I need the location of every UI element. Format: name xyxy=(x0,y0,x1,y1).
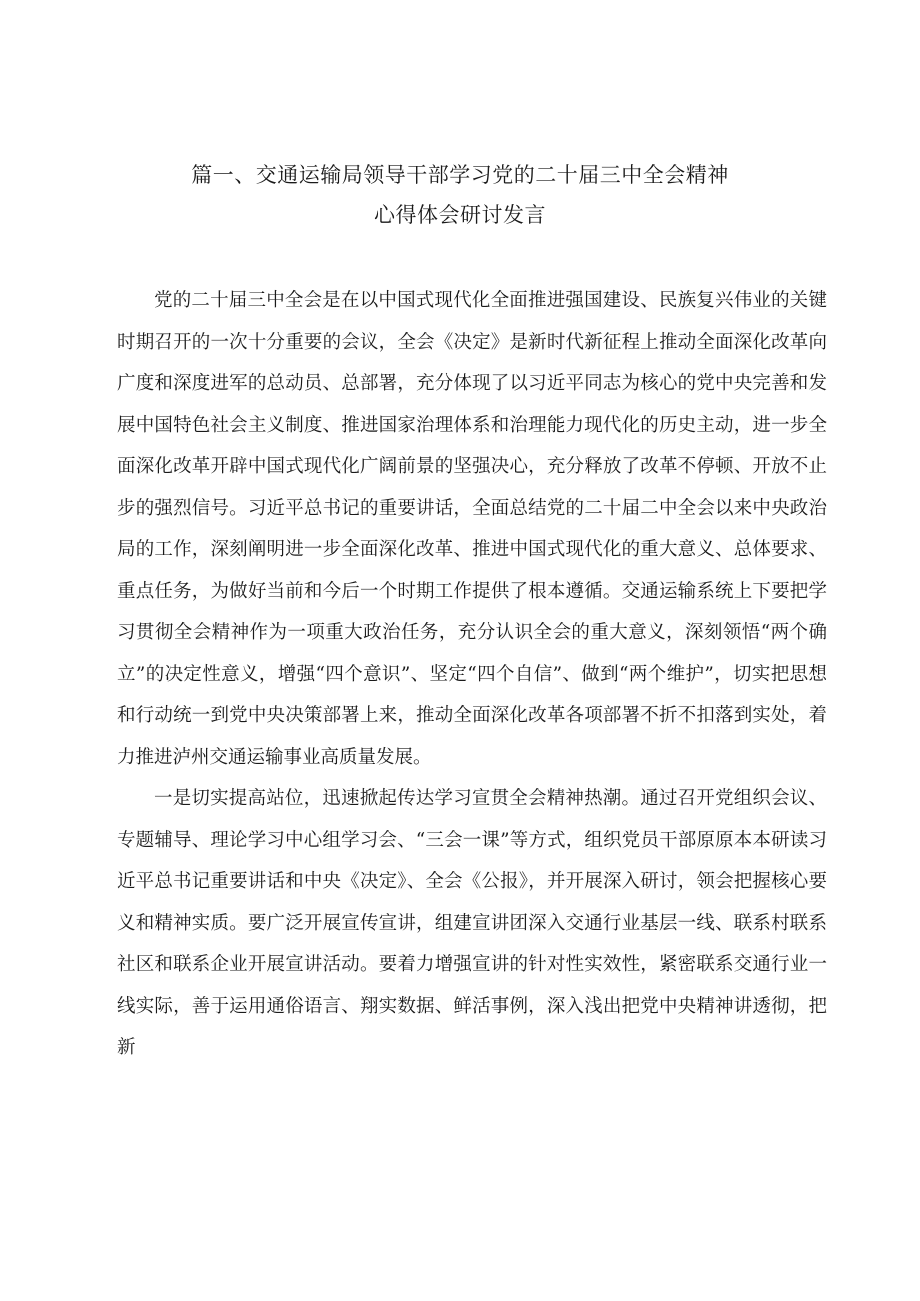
title-line-2: 心得体会研讨发言 xyxy=(374,203,546,227)
document-body xyxy=(117,280,827,1069)
paragraph-point-one: 一是切实提高站位，迅速掀起传达学习宣贯全会精神热潮。通过召开党组织会议、专题辅导、理论学习中心组学习会、“三会一课”等方式，组织党员干部原原本本研读习近平总书记重要讲话和中央《决定》、全会《公报》，并开展深入研讨，领会把握核心要义和精神实质。要广泛开展宣传宣讲，组建宣讲团深入交通行业基层一线、联系村联系社区和联系企业开展宣讲活动。要着力增强宣讲的针对性实效性，紧密联系交通行业一线实际，善于运用通俗语言、翔实数据、鲜活事例，深入浅出把党中央精神讲透彻，把新 xyxy=(117,788,827,1058)
document-title xyxy=(100,155,820,235)
paragraph-intro: 党的二十届三中全会是在以中国式现代化全面推进强国建设、民族复兴伟业的关键时期召开的一次十分重要的会议，全会《决定》是新时代新征程上推动全面深化改革向广度和深度进军的总动员、总部署，充分体现了以习近平同志为核心的党中央完善和发展中国特色社会主义制度、推进国家治理体系和治理能力现代化的历史主动，进一步全面深化改革开辟中国式现代化广阔前景的坚强决心，充分释放了改革不停顿、开放不止步的强烈信号。习近平总书记的重要讲话，全面总结党的二十届二中全会以来中央政治局的工作，深刻阐明进一步全面深化改革、推进中国式现代化的重大意义、总体要求、重点任务，为做好当前和今后一个时期工作提供了根本遵循。交通运输系统上下要把学习贯彻全会精神作为一项重大政治任务，充分认识全会的重大意义，深刻领悟“两个确立”的决定性意义，增强“四个意识”、坚定“四个自信”、做到“两个维护”，切实把思想和行动统一到党中央决策部署上来，推动全面深化改革各项部署不折不扣落到实处，着力推进泸州交通运输事业高质量发展。 xyxy=(117,290,827,768)
title-line-1: 篇一、交通运输局领导干部学习党的二十届三中全会精神 xyxy=(191,163,729,187)
